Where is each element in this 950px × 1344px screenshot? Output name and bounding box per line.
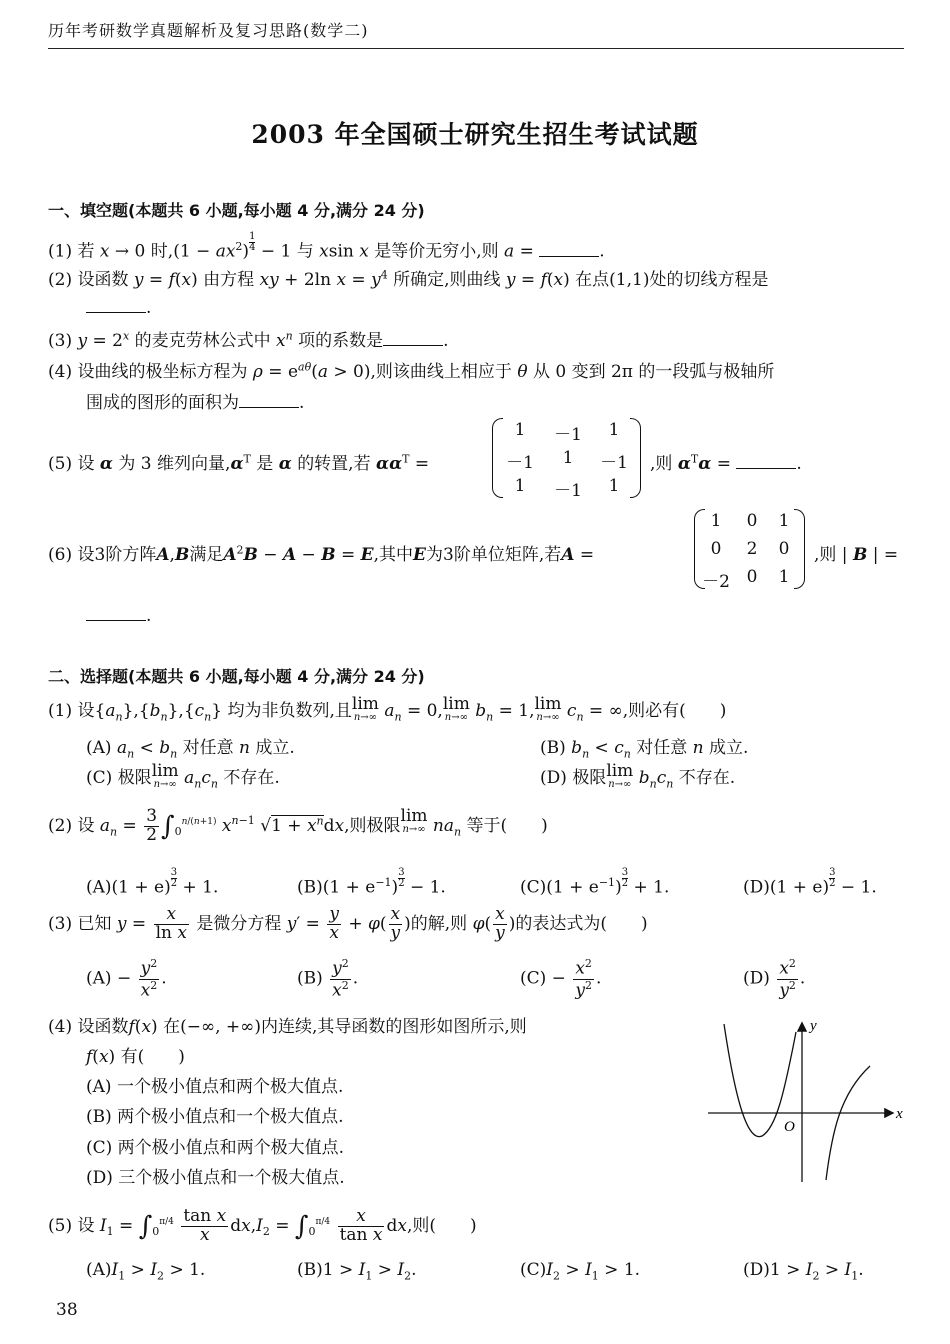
question-1-2: (2) 设函数 y = f(x) 由方程 xy + 2ln $x = y^4$ 所确定,则曲线 y = f(x) 在点(1,1)处的切线方程是 bbox=[48, 268, 769, 290]
option-2-4-A[interactable]: (A) 一个极小值点和两个极大值点. bbox=[86, 1077, 344, 1097]
option-2-4-B[interactable]: (B) 两个极小值点和一个极大值点. bbox=[86, 1107, 344, 1127]
question-2-3: (3) 已知 y = $\frac{x}{\text{ln x}}$ 是微分方程 y′ = $\frac{y}{x}$ + φ( $\frac{x}{y}$ )的解,则 φ( $\frac{x}{y}$ )的表达式为( ) bbox=[48, 904, 648, 943]
option-2-1-D[interactable]: (D) 极限lim n→∞ $b_nc_n$ 不存在. bbox=[540, 761, 736, 791]
answer-blank bbox=[86, 298, 146, 313]
question-1-5-tail: ,则 $\alpha^T\alpha$ = . bbox=[650, 452, 802, 474]
option-2-4-C[interactable]: (C) 两个极小值点和两个极大值点. bbox=[86, 1138, 345, 1158]
question-1-5: (5) 设 α 为 3 维列向量$,\alpha^T$ 是 α 的转置,若 $\alpha\alpha^T$ = bbox=[48, 452, 430, 474]
answer-blank bbox=[736, 454, 796, 469]
question-1-2-cont: . bbox=[86, 298, 151, 318]
matrix-A: 1 0 1 0 2 0 －2 0 1 bbox=[694, 509, 814, 591]
y-axis-label: y bbox=[810, 1018, 817, 1034]
option-2-3-C[interactable]: (C) − $\frac{x^2}{y^2}$ . bbox=[520, 957, 602, 1001]
origin-label: O bbox=[784, 1119, 795, 1135]
question-1-1: (1) 若 x → 0 时$,(1 - ax^2)$ $\frac{1}{4} - 1$ 与 xsin x 是等价无穷小,则 a = . bbox=[48, 231, 605, 262]
answer-blank bbox=[86, 606, 146, 621]
option-2-3-A[interactable]: (A) − $\frac{y^2}{x^2}$ . bbox=[86, 957, 167, 1001]
question-2-4: (4) 设函数f(x) 在(−∞, +∞)内连续,其导函数的图形如图所示,则 bbox=[48, 1017, 527, 1037]
derivative-graph bbox=[700, 1014, 912, 1184]
option-2-4-D[interactable]: (D) 三个极小值点和一个极大值点. bbox=[86, 1168, 345, 1188]
option-2-2-C[interactable]: $(C)(1 + e^{-1})$ $\frac{3}{2} + 1$. bbox=[520, 867, 670, 898]
answer-blank bbox=[383, 331, 443, 346]
page-number: 38 bbox=[56, 1300, 78, 1320]
question-1-6: (6) 设3阶方阵A,B满足$A^2B - A - B = E$,其中E为3阶单位矩阵,若A = bbox=[48, 543, 595, 565]
option-2-2-A[interactable]: (A)(1 + e) $\frac{3}{2} + 1$. bbox=[86, 867, 219, 898]
section-heading-choice: 二、选择题(本题共 6 小题,每小题 4 分,满分 24 分) bbox=[48, 667, 425, 686]
option-2-3-B[interactable]: (B) $\frac{y^2}{x^2}$ . bbox=[297, 957, 359, 1001]
question-2-4-cont: f(x) 有( ) bbox=[86, 1047, 185, 1067]
question-2-1: (1) 设$\{a_n\},\{b_n\},\{c_n\}$ 均为非负数列,且lim n→∞ $a_n = 0,\lim$ n→∞ $b_n = 1,\lim$ n→∞ $c_n$ = ∞,则必有( ) bbox=[48, 694, 727, 724]
option-2-5-A[interactable]: $(A)I_1 > I_2 > 1$. bbox=[86, 1260, 206, 1283]
option-2-1-B[interactable]: (B) $b_n < c_n$ 对任意 n 成立. bbox=[540, 738, 749, 761]
curve-right-branch bbox=[826, 1066, 870, 1180]
question-2-5: (5) 设 $I_1 = \int_0^{\pi/4}$ $\frac{\text{tan x}}{x}$ $dx,I_2 = \int_0^{\pi/4}$ $\frac{x}{\text{tan x}}$ dx,则( ) bbox=[48, 1206, 477, 1245]
option-2-1-C[interactable]: (C) 极限lim n→∞ $a_nc_n$ 不存在. bbox=[86, 761, 280, 791]
question-1-6-cont: . bbox=[86, 606, 151, 626]
option-2-5-D[interactable]: $(D)1 > I_2 > I_1$. bbox=[743, 1260, 864, 1283]
matrix-alpha-alpha-t: 1 －1 1 －1 1 －1 1 －1 1 bbox=[492, 418, 652, 500]
question-1-3: (3) $y = 2^x$ 的麦克劳林公式中 $x^n$ 项的系数是 . bbox=[48, 329, 449, 351]
question-1-4-cont: 围成的图形的面积为 . bbox=[86, 393, 305, 413]
option-2-2-B[interactable]: $(B)(1 + e^{-1})$ $\frac{3}{2} - 1$. bbox=[297, 867, 446, 898]
option-2-3-D[interactable]: (D) $\frac{x^2}{y^2}$ . bbox=[743, 957, 806, 1001]
option-2-2-D[interactable]: (D)(1 + e) $\frac{3}{2} - 1$. bbox=[743, 867, 877, 898]
x-axis-label: x bbox=[896, 1106, 903, 1122]
question-1-6-tail: ,则 | B | = bbox=[814, 545, 899, 565]
question-2-2: (2) 设 $a_n$ = $\frac{3}{2}$ $\int_0^{n/(n+1)}$ $x^{n-1}$ $√1 + x^ndx$,则极限lim n→∞ $na_n$ 等于( ) bbox=[48, 806, 548, 845]
answer-blank bbox=[539, 242, 599, 257]
page-title: 2003 年全国硕士研究生招生考试试题 bbox=[251, 120, 699, 149]
option-2-5-C[interactable]: $(C)I_2 > I_1 > 1$. bbox=[520, 1260, 641, 1283]
option-2-1-A[interactable]: (A) $a_n < b_n$ 对任意 n 成立. bbox=[86, 738, 295, 761]
option-2-5-B[interactable]: $(B)1 > I_1 > I_2$. bbox=[297, 1260, 417, 1283]
answer-blank bbox=[239, 393, 299, 408]
question-1-4: (4) 设曲线的极坐标方程为 $\rho = e^{a\theta}(a > 0)$,则该曲线上相应于 θ 从 0 变到 2π 的一段弧与极轴所 bbox=[48, 360, 775, 382]
section-heading-fill-in: 一、填空题(本题共 6 小题,每小题 4 分,满分 24 分) bbox=[48, 201, 425, 220]
running-header: 历年考研数学真题解析及复习思路(数学二) bbox=[48, 18, 904, 49]
